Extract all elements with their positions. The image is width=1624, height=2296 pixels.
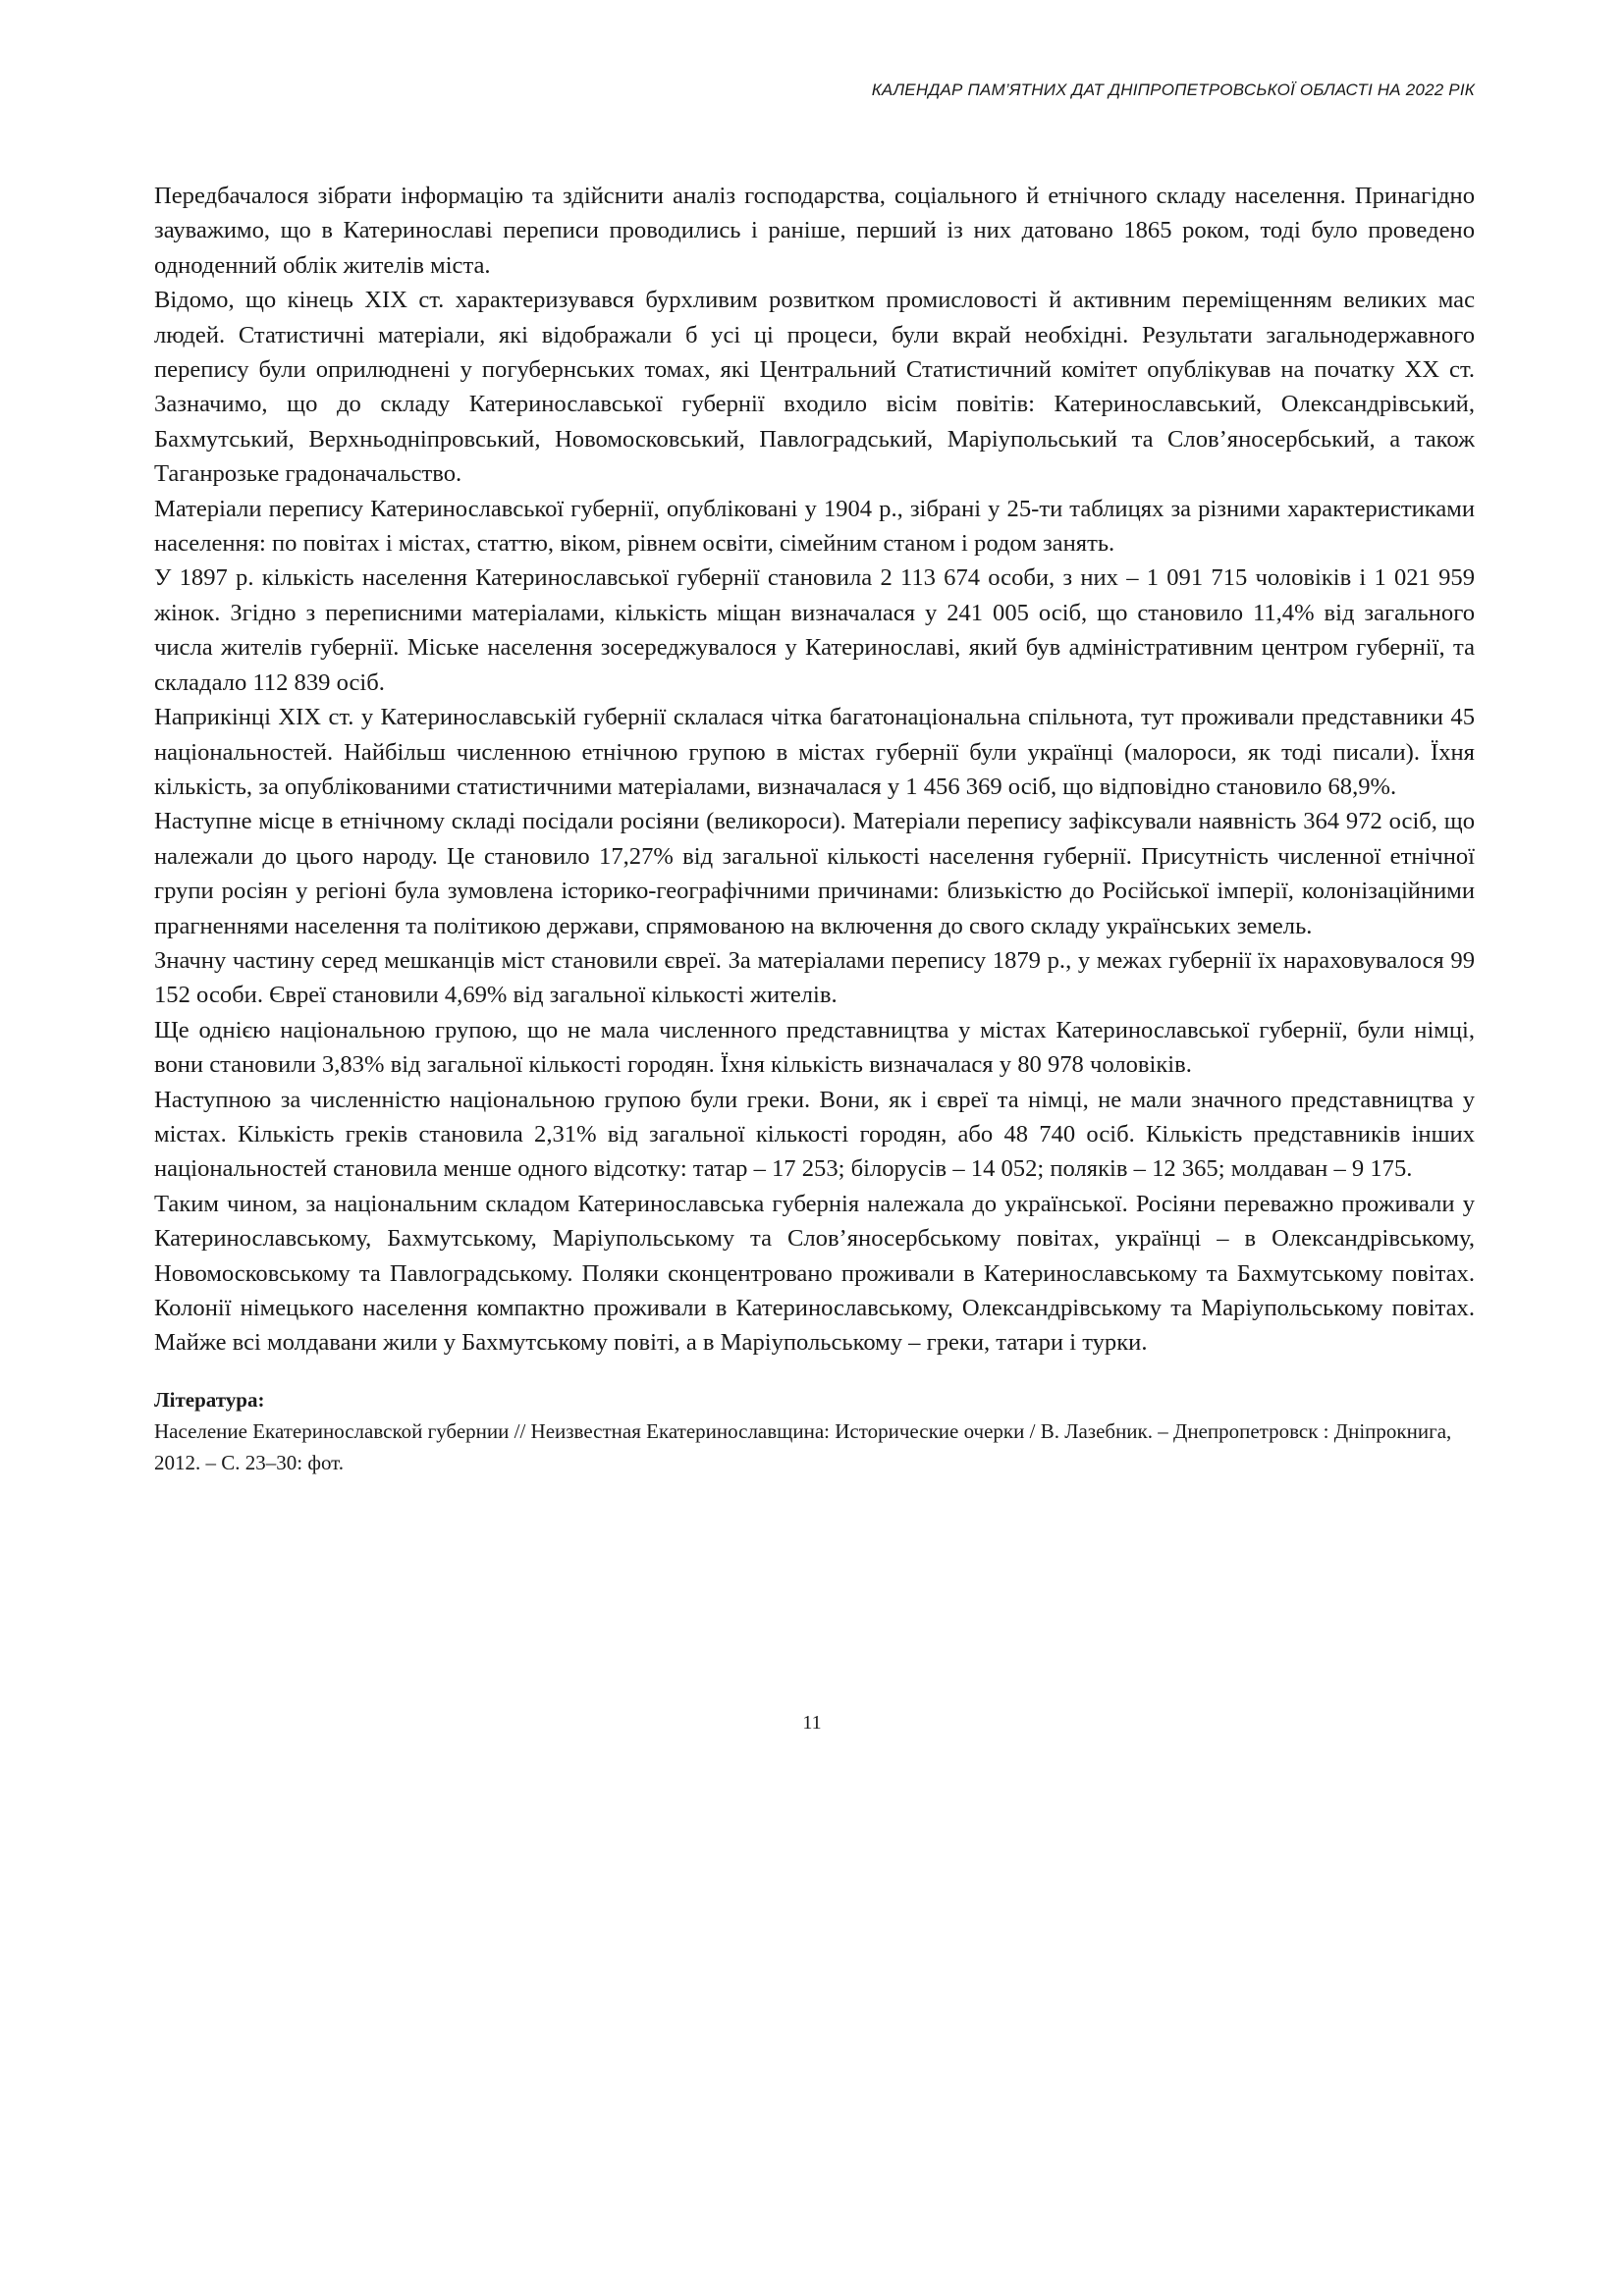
paragraph: Наступною за численністю національною групою були греки. Вони, як і євреї та німці, не мали значного представництва у містах. Кількість греків становила 2,31% від загальної кількості городян, або 48 740 осіб. Кількість представників інших національностей становила менше одного відсотку: татар – 17 253; білорусів – 14 052; поляків – 12 365; молдаван – 9 175. [154,1086,1475,1183]
paragraph: Матеріали перепису Катеринославської губернії, опубліковані у 1904 р., зібрані у 25-ти таблицях за різними характеристиками населення: по повітах і містах, статтю, віком, рівнем освіти, сімейним станом і родом занять. [154,495,1475,558]
literature-heading: Література: [154,1387,265,1412]
page-body [154,179,1475,1478]
paragraph: Передбачалося зібрати інформацію та здійснити аналіз господарства, соціального й етнічного складу населення. Принагідно зауважимо, що в Катеринославі переписи проводились і раніше, перший із них датовано 1865 роком, тоді було проведено одноденний облік жителів міста. [154,183,1475,279]
paragraph: Наприкінці XIX ст. у Катеринославській губернії склалася чітка багатонаціональна спільнота, тут проживали представники 45 національностей. Найбільш численною етнічною групою в містах губернії були українці (малороси, як тоді писали). Їхня кількість, за опублікованими статистичними матеріалами, визначалася у 1 456 369 осіб, що відповідно становило 68,9%. [154,704,1475,800]
paragraph: Значну частину серед мешканців міст становили євреї. За матеріалами перепису 1879 р., у межах губернії їх нараховувалося 99 152 особи. Євреї становили 4,69% від загальної кількості жителів. [154,946,1475,1009]
paragraph: Таким чином, за національним складом Катеринославська губернія належала до української. Росіяни переважно проживали у Катеринославському, Бахмутському, Маріупольському та Слов’яносербському повітах, українці – в Олександрівському, Новомосковському та Павлоградському. Поляки сконцентровано проживали в Катеринославському та Бахмутському повітах. Колонії німецького населення компактно проживали в Катеринославському, Олександрівському та Маріупольському повітах. Майже всі молдавани жили у Бахмутському повіті, а в Маріупольському – греки, татари і турки. [154,1190,1475,1357]
running-header: КАЛЕНДАР ПАМ’ЯТНИХ ДАТ ДНІПРОПЕТРОВСЬКОЇ ОБЛАСТІ НА 2022 РІК [871,80,1475,99]
paragraph: Наступне місце в етнічному складі посідали росіяни (великороси). Матеріали перепису зафіксували наявність 364 972 осіб, що належали до цього народу. Це становило 17,27% від загальної кількості населення губернії. Присутність численної етнічної групи росіян у регіоні була зумовлена історико-географічними причинами: близькістю до Російської імперії, колонізаційними прагненнями населення та політикою держави, спрямованою на включення до свого складу українських земель. [154,808,1475,939]
paragraph: У 1897 р. кількість населення Катеринославської губернії становила 2 113 674 особи, з них – 1 091 715 чоловіків і 1 021 959 жінок. Згідно з переписними матеріалами, кількість міщан визначалася у 241 005 осіб, що становило 11,4% від загального числа жителів губернії. Міське населення зосереджувалося у Катеринославі, який був адміністративним центром губернії, та складало 112 839 осіб. [154,564,1475,696]
paragraph: Відомо, що кінець XIX ст. характеризувався бурхливим розвитком промисловості й активним переміщенням великих мас людей. Статистичні матеріали, які відображали б усі ці процеси, були вкрай необхідні. Результати загальнодержавного перепису були оприлюднені у погубернських томах, які Центральний Статистичний комітет опублікував на початку XX ст. Зазначимо, що до складу Катеринославської губернії входило вісім повітів: Катеринославський, Олександрівський, Бахмутський, Верхньодніпровський, Новомосковський, Павлоградський, Маріупольський та Слов’яносербський, а також Таганрозьке градоначальство. [154,287,1475,488]
paragraph: Ще однією національною групою, що не мала численного представництва у містах Катеринославської губернії, були німці, вони становили 3,83% від загальної кількості городян. Їхня кількість визначалася у 80 978 чоловіків. [154,1016,1475,1079]
literature-entry: Население Екатеринославской губернии // Неизвестная Екатеринославщина: Исторические очерки / В. Лазебник. – Днепропетровск : Дніпрокнига, 2012. – С. 23–30: фот. [154,1418,1452,1474]
literature-section [154,1384,1475,1478]
page-number: 11 [802,1712,822,1734]
